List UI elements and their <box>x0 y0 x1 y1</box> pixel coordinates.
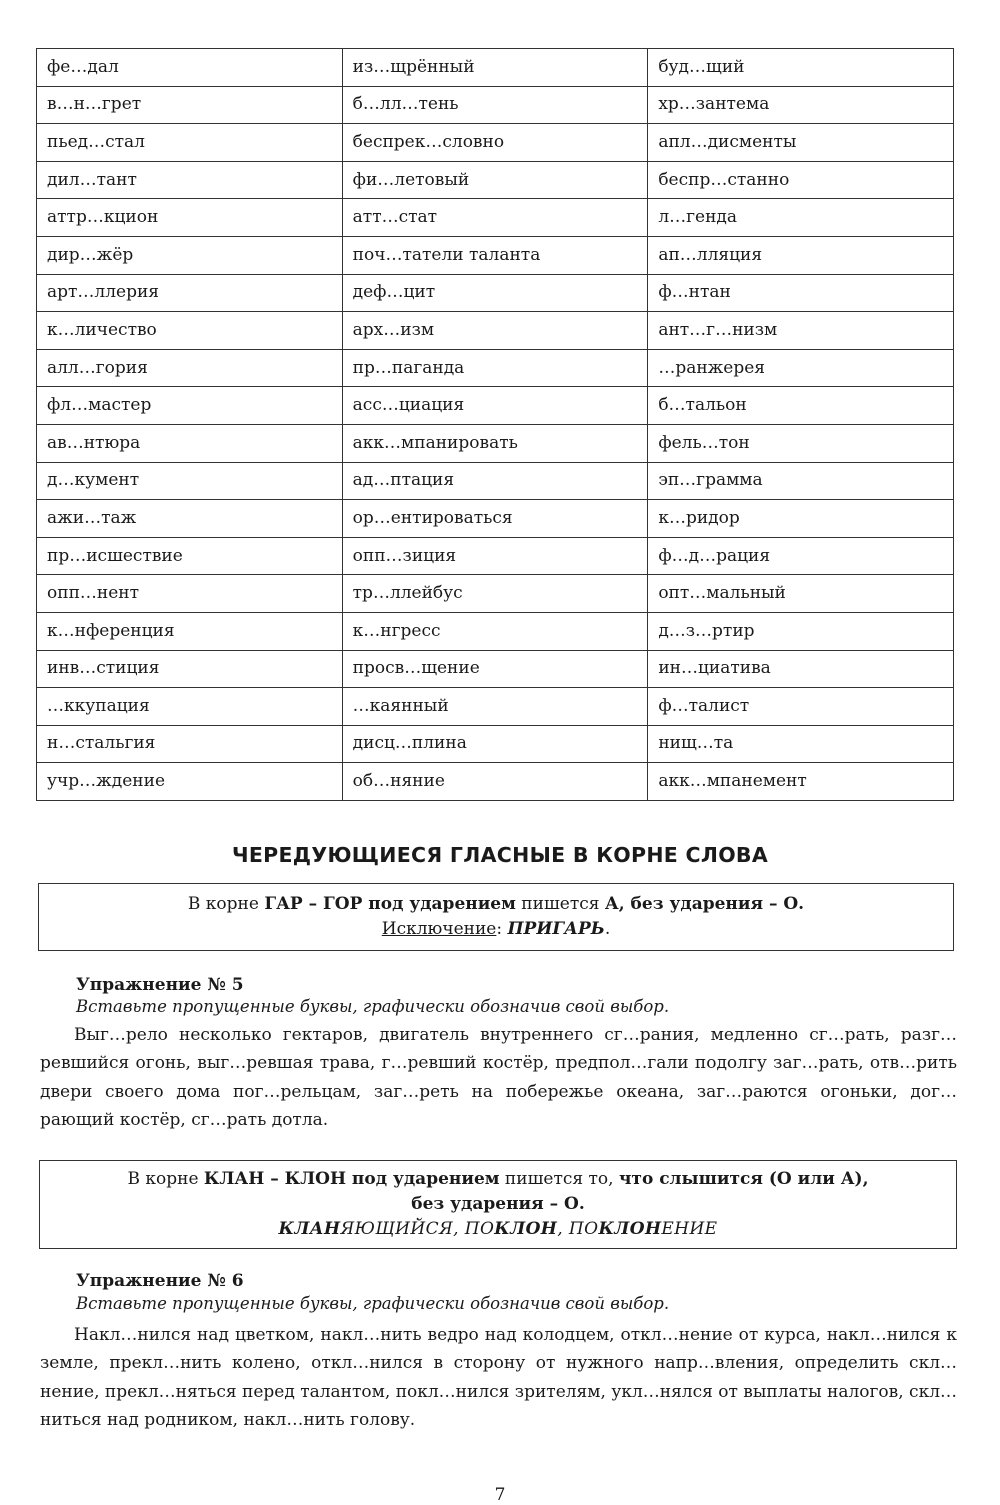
rule-examples <box>40 1217 956 1242</box>
table-cell: деф…цит <box>342 274 648 312</box>
table-cell: нищ…та <box>648 725 954 763</box>
exercise-5-task: Вставьте пропущенные буквы, графически обозначив свой выбор. <box>76 997 670 1016</box>
table-cell: дисц…плина <box>342 725 648 763</box>
table-cell: фель…тон <box>648 424 954 462</box>
table-cell: фи…летовый <box>342 161 648 199</box>
table-row <box>37 612 954 650</box>
table-cell: хр…зантема <box>648 86 954 124</box>
table-cell: …ранжерея <box>648 349 954 387</box>
table-cell: л…генда <box>648 199 954 237</box>
table-row <box>37 199 954 237</box>
table-row <box>37 424 954 462</box>
table-cell: к…ридор <box>648 500 954 538</box>
table-cell: к…личество <box>37 312 343 350</box>
table-cell: акк…мпанировать <box>342 424 648 462</box>
table-cell: ф…талист <box>648 688 954 726</box>
rule-vowel: что слышится (О или А), <box>618 1169 869 1189</box>
exception-label: Исключение <box>381 919 497 939</box>
table-cell: аттр…кцион <box>37 199 343 237</box>
table-cell: в…н…грет <box>37 86 343 124</box>
table-cell: б…тальон <box>648 387 954 425</box>
table-row <box>37 387 954 425</box>
table-cell: поч…татели таланта <box>342 236 648 274</box>
table-cell: ажи…таж <box>37 500 343 538</box>
exercise-6-title: Упражнение № 6 <box>76 1271 244 1291</box>
table-row <box>37 349 954 387</box>
rule-line <box>40 1192 956 1217</box>
page-number: 7 <box>494 1485 506 1505</box>
rule-root: ГАР – ГОР под ударением <box>264 894 516 914</box>
table-cell: арх…изм <box>342 312 648 350</box>
table-cell: опт…мальный <box>648 575 954 613</box>
words-table-body <box>37 49 954 801</box>
table-cell: к…нгресс <box>342 612 648 650</box>
words-table <box>36 48 954 801</box>
table-cell: асс…циация <box>342 387 648 425</box>
example-root: КЛАН <box>278 1219 341 1239</box>
table-row <box>37 575 954 613</box>
rule-line <box>39 892 953 917</box>
exercise-6-task: Вставьте пропущенные буквы, графически обозначив свой выбор. <box>76 1294 670 1313</box>
table-cell: апл…дисменты <box>648 124 954 162</box>
table-row <box>37 500 954 538</box>
table-row <box>37 725 954 763</box>
table-cell: к…нференция <box>37 612 343 650</box>
table-cell: б…лл…тень <box>342 86 648 124</box>
exception-period: . <box>604 919 611 939</box>
rule-unstressed: без ударения – О. <box>411 1194 585 1214</box>
table-cell: ф…нтан <box>648 274 954 312</box>
table-cell: опп…зиция <box>342 537 648 575</box>
table-cell: просв…щение <box>342 650 648 688</box>
table-cell: алл…гория <box>37 349 343 387</box>
table-cell: пр…паганда <box>342 349 648 387</box>
table-cell: дил…тант <box>37 161 343 199</box>
exercise-5-title: Упражнение № 5 <box>76 975 244 995</box>
table-row <box>37 124 954 162</box>
example-part: ЕНИЕ <box>661 1219 718 1239</box>
table-cell: опп…нент <box>37 575 343 613</box>
table-cell: акк…мпанемент <box>648 763 954 801</box>
rule-text: пишется то, <box>499 1169 619 1189</box>
table-cell: дир…жёр <box>37 236 343 274</box>
table-cell: пр…исшествие <box>37 537 343 575</box>
example-root: КЛОН <box>598 1219 662 1239</box>
table-cell: тр…ллейбус <box>342 575 648 613</box>
table-row <box>37 49 954 87</box>
example-root: КЛОН <box>494 1219 558 1239</box>
rule-text: В корне <box>127 1169 204 1189</box>
table-cell: …каянный <box>342 688 648 726</box>
table-cell: учр…ждение <box>37 763 343 801</box>
table-cell: беспрек…словно <box>342 124 648 162</box>
table-row <box>37 86 954 124</box>
table-cell: ин…циатива <box>648 650 954 688</box>
table-cell: эп…грамма <box>648 462 954 500</box>
table-row <box>37 462 954 500</box>
table-cell: буд…щий <box>648 49 954 87</box>
exception-colon: : <box>496 919 508 939</box>
table-row <box>37 161 954 199</box>
table-row <box>37 537 954 575</box>
rule-text: В корне <box>187 894 265 914</box>
table-cell: д…з…ртир <box>648 612 954 650</box>
example-part: , ПО <box>557 1219 599 1239</box>
table-cell: …ккупация <box>37 688 343 726</box>
example-part: ЯЮЩИЙСЯ, ПО <box>340 1219 495 1239</box>
table-row <box>37 236 954 274</box>
rule-line <box>40 1167 956 1192</box>
exception-word: ПРИГАРЬ <box>507 919 605 939</box>
table-cell: ад…птация <box>342 462 648 500</box>
table-row <box>37 763 954 801</box>
rule-vowel: А, без ударения – О. <box>604 894 805 914</box>
table-cell: ф…д…рация <box>648 537 954 575</box>
rule-text: пишется <box>515 894 605 914</box>
table-cell: пьед…стал <box>37 124 343 162</box>
rule-box-klan-klon <box>39 1160 957 1249</box>
table-cell: фе…дал <box>37 49 343 87</box>
table-row <box>37 688 954 726</box>
table-cell: ап…лляция <box>648 236 954 274</box>
table-cell: ор…ентироваться <box>342 500 648 538</box>
table-cell: инв…стиция <box>37 650 343 688</box>
table-row <box>37 274 954 312</box>
table-cell: арт…ллерия <box>37 274 343 312</box>
section-title: ЧЕРЕДУЮЩИЕСЯ ГЛАСНЫЕ В КОРНЕ СЛОВА <box>231 843 769 867</box>
rule-exception <box>39 917 953 942</box>
table-row <box>37 650 954 688</box>
table-cell: ав…нтюра <box>37 424 343 462</box>
exercise-6-text: Накл…нился над цветком, накл…нить ведро над колодцем, откл…нение от курса, накл…нился к земле, прекл…нить колено, откл…нился в сторону от нужного напр…вления, определить скл…нение, прекл…няться перед талантом, покл…нился зрителям, укл…нялся от выплаты налогов, скл…ниться над родником, накл…нить голову. <box>40 1325 957 1430</box>
rule-root: КЛАН – КЛОН под ударением <box>203 1169 500 1189</box>
table-cell: из…щрённый <box>342 49 648 87</box>
table-cell: атт…стат <box>342 199 648 237</box>
table-row <box>37 312 954 350</box>
table-cell: ант…г…низм <box>648 312 954 350</box>
table-cell: беспр…станно <box>648 161 954 199</box>
table-cell: фл…мастер <box>37 387 343 425</box>
table-cell: д…кумент <box>37 462 343 500</box>
table-cell: н…стальгия <box>37 725 343 763</box>
rule-box-gar-gor <box>38 883 954 951</box>
table-cell: об…няние <box>342 763 648 801</box>
exercise-5-text: Выг…рело несколько гектаров, двигатель внутреннего сг…рания, медленно сг…рать, разг…ревшийся огонь, выг…ревшая трава, г…ревший костёр, предпол…гали подолгу заг…рать, отв…рить двери своего дома пог…рельцам, заг…реть на побережье океана, заг…раются огоньки, дог…рающий костёр, сг…рать дотла. <box>40 1025 957 1130</box>
